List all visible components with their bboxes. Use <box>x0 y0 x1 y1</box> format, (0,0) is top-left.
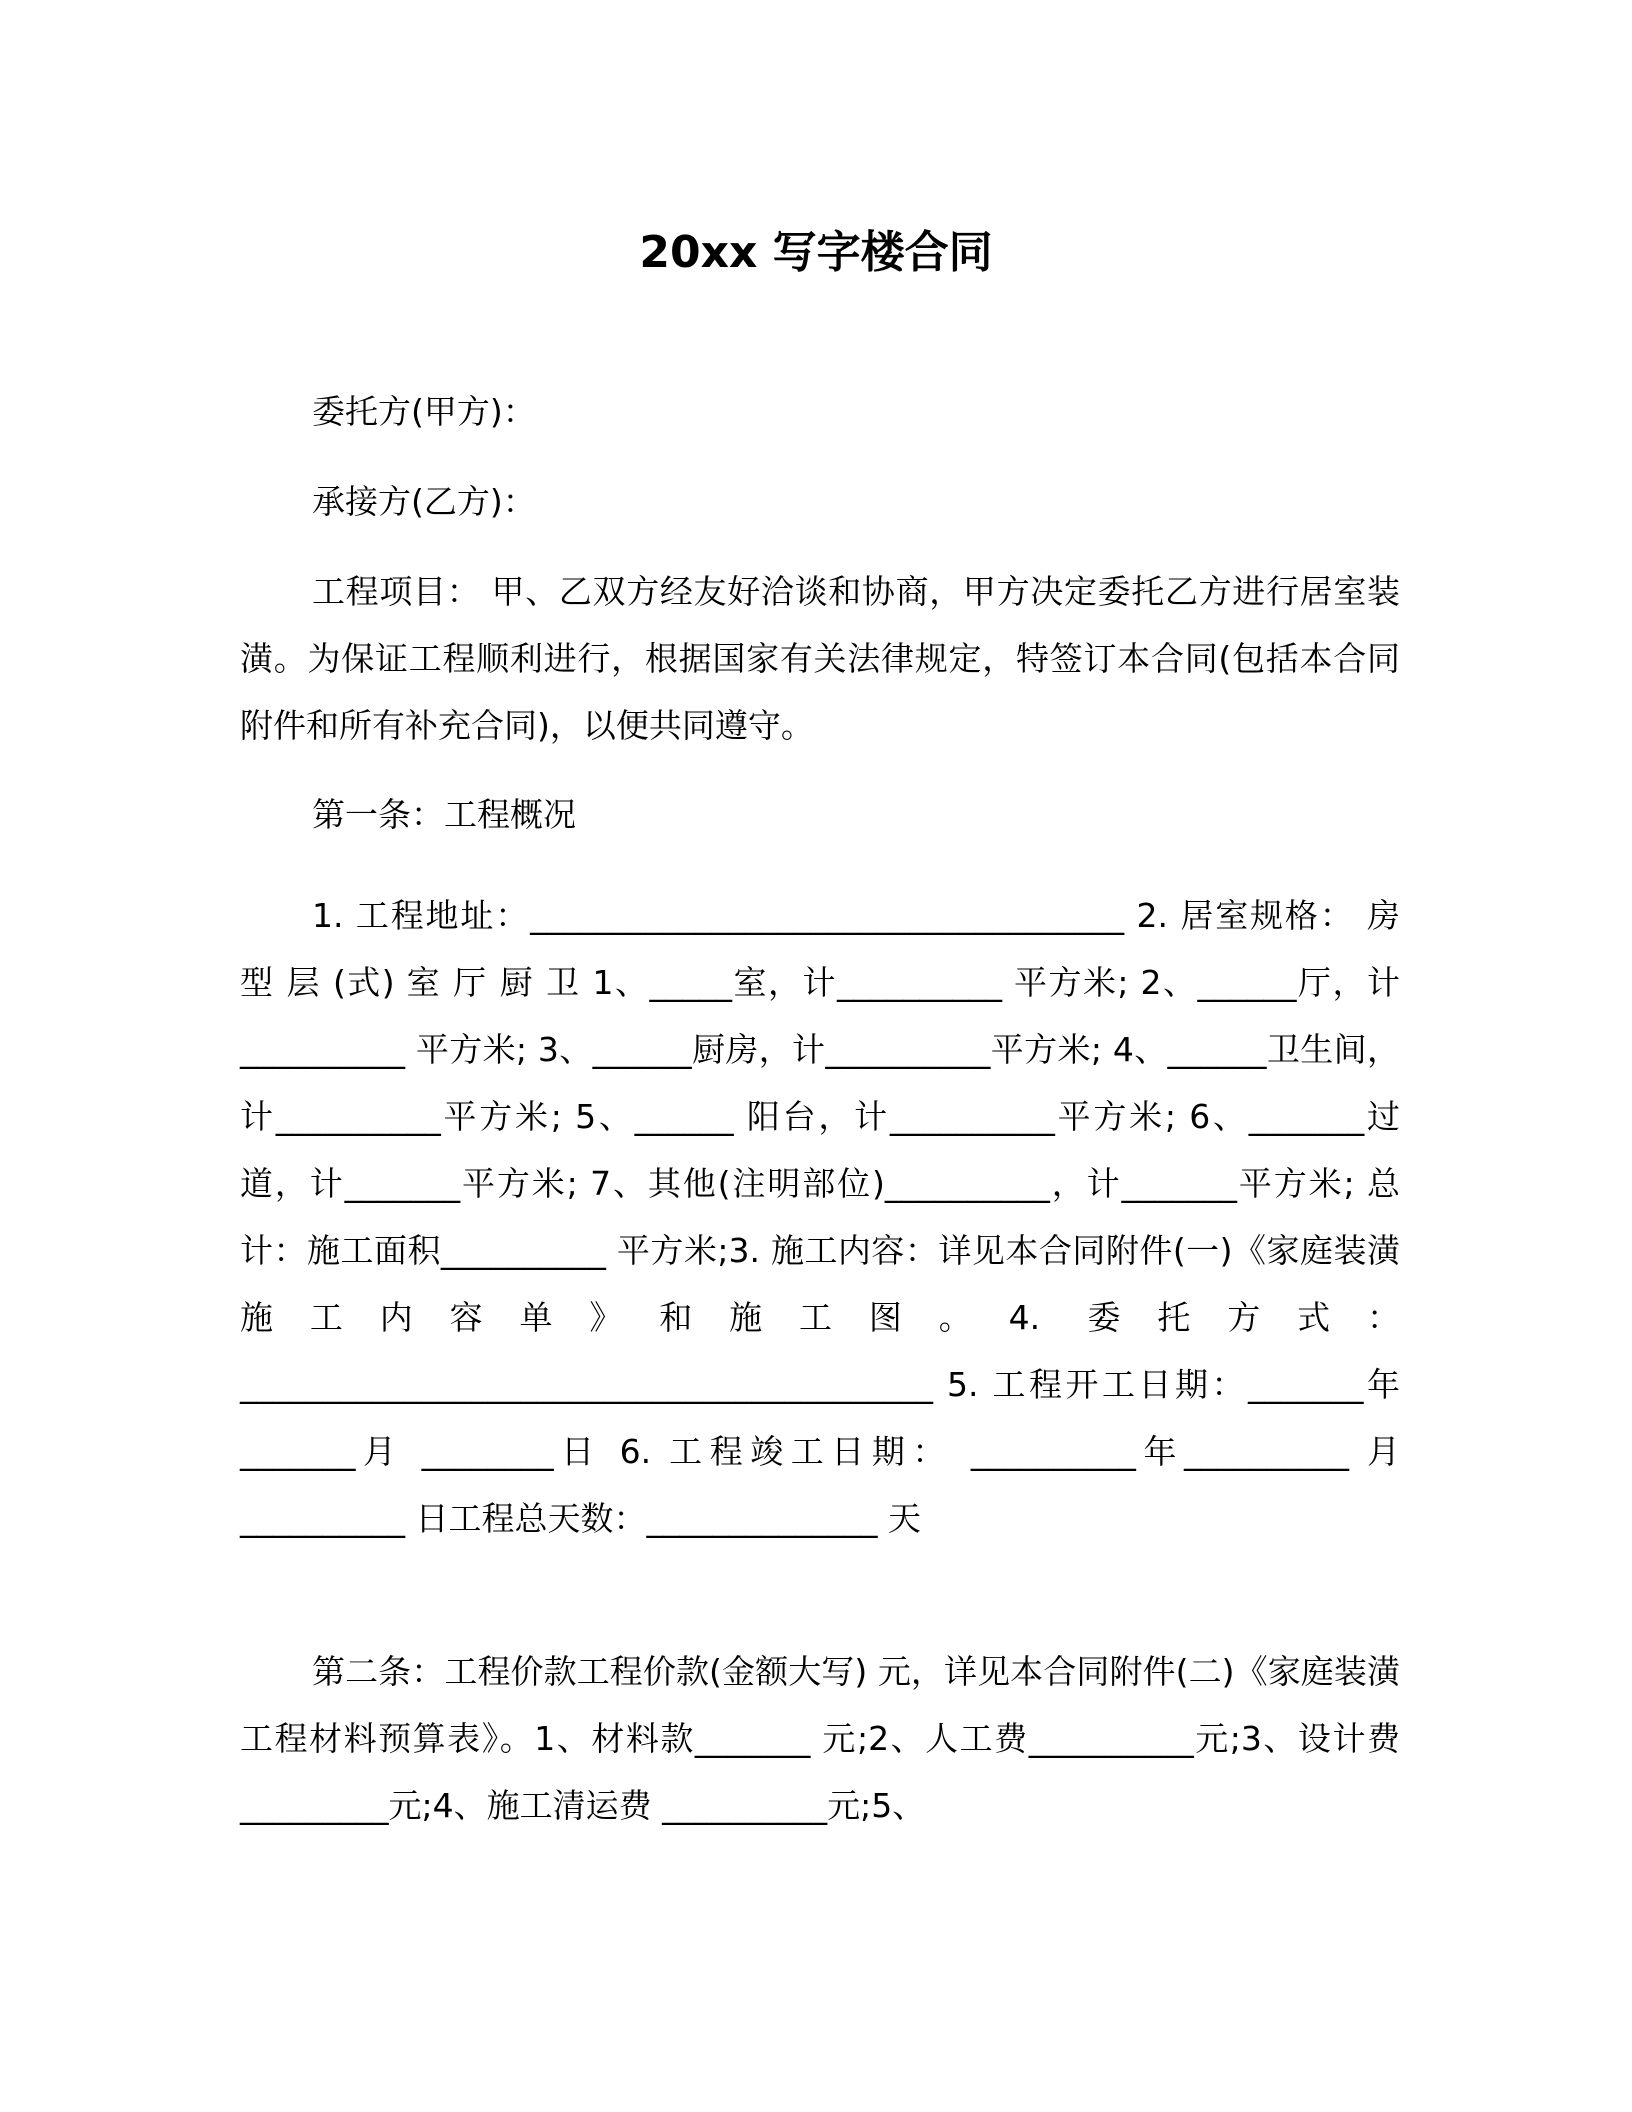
party-a-line: 委托方(甲方)： <box>312 392 536 431</box>
project-paragraph: 工程项目： 甲、乙双方经友好洽谈和协商，甲方决定委托乙方进行居室装潢。为保证工程顺利进行，根据国家有关法律规定，特签订本合同(包括本合同附件和所有补充合同)，以便共同遵守。 <box>240 572 1400 745</box>
article-1-heading: 第一条：工程概况 <box>312 795 576 834</box>
party-b-line: 承接方(乙方)： <box>312 482 536 521</box>
article-1-body: 1. 工程地址：____________________________________ 2. 居室规格： 房 型 层 (式) 室 厅 厨 卫 1、_____室，计__________ 平方米; 2、______厅，计__________ 平方米; 3、______厨房，计__________平方米; 4、______卫生间，计__________平方米; 5、______ 阳台，计__________平方米; 6、_______过道，计_______平方米; 7、其他(注明部位)__________，计_______平方米; 总计：施工面积__________ 平方米;3. 施工内容：详见本合同附件(一)《家庭装潢施工内容单》和施工图。4. 委托方式：__________________________________________ 5. 工程开工日期：_______年 _______月 ________日 6. 工程竣工日期： __________年__________ 月__________ 日工程总天数：______________ 天 <box>240 896 1400 1538</box>
document-title: 20xx 写字楼合同 <box>639 227 993 278</box>
article-2-paragraph: 第二条：工程价款工程价款(金额大写) 元，详见本合同附件(二)《家庭装潢工程材料预算表》。1、材料款_______ 元;2、人工费__________元;3、设计费 _________元;4、施工清运费 __________元;5、 <box>240 1652 1400 1825</box>
